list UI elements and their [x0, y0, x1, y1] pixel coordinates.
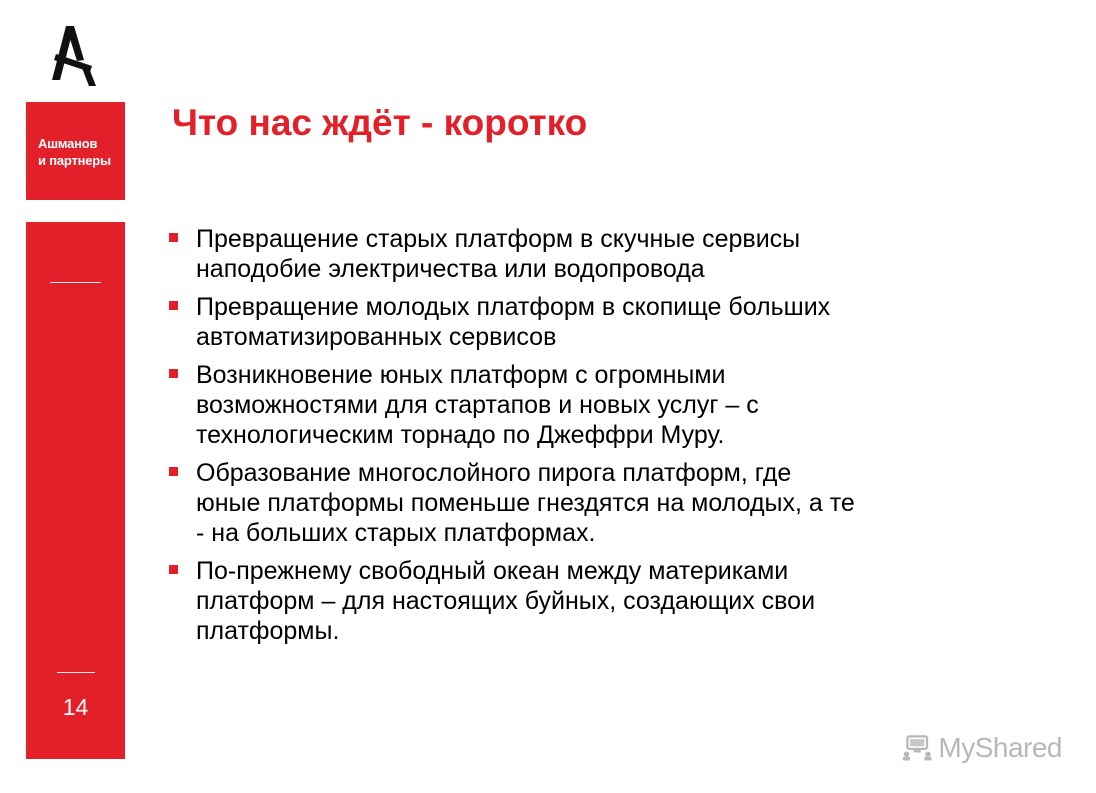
bullet-line: наподобие электричества или водопровода — [196, 255, 705, 283]
bullet-marker-icon — [169, 467, 178, 476]
bullet-line: Превращение старых платформ в скучные сервисы — [196, 225, 801, 253]
slide-title: Что нас ждёт - коротко — [172, 102, 588, 143]
bullet-line: платформы. — [196, 617, 340, 645]
bullet-marker-icon — [169, 301, 178, 310]
bullet-item — [168, 360, 1063, 450]
bullet-line: Возникновение юных платформ с огромными — [196, 361, 726, 389]
bullet-line: Образование многослойного пирога платформ, где — [196, 459, 792, 487]
bullet-line: возможностями для стартапов и новых услуг – с — [196, 391, 759, 419]
brand-box — [26, 102, 125, 200]
company-name-line1: Ашманов — [38, 136, 98, 151]
bullet-line: Превращение молодых платформ в скопище больших — [196, 293, 831, 321]
myshared-logo-icon — [902, 733, 932, 763]
bullet-item — [168, 292, 1063, 352]
company-name — [38, 135, 111, 169]
bullet-marker-icon — [169, 369, 178, 378]
bullet-marker-icon — [169, 565, 178, 574]
watermark-text: MyShared — [938, 732, 1062, 763]
page-number: 14 — [62, 694, 89, 720]
ashmanov-logo-icon — [52, 24, 100, 88]
bullet-item — [168, 458, 1063, 548]
watermark — [902, 730, 1062, 766]
bullet-list — [168, 224, 1063, 654]
bullet-marker-icon — [169, 233, 178, 242]
side-bar — [26, 222, 125, 759]
bullet-line: технологическим торнадо по Джеффри Муру. — [196, 421, 725, 449]
bullet-line: - на больших старых платформах. — [196, 519, 596, 547]
bullet-item — [168, 224, 1063, 284]
bullet-line: автоматизированных сервисов — [196, 323, 557, 351]
bullet-item — [168, 556, 1063, 646]
bullet-line: юные платформы поменьше гнездятся на молодых, а те — [196, 489, 855, 517]
divider — [50, 282, 101, 283]
divider — [57, 672, 95, 673]
bullet-line: По-прежнему свободный океан между материками — [196, 557, 789, 585]
bullet-line: платформ – для настоящих буйных, создающих свои — [196, 587, 816, 615]
company-name-line2: и партнеры — [38, 153, 111, 168]
